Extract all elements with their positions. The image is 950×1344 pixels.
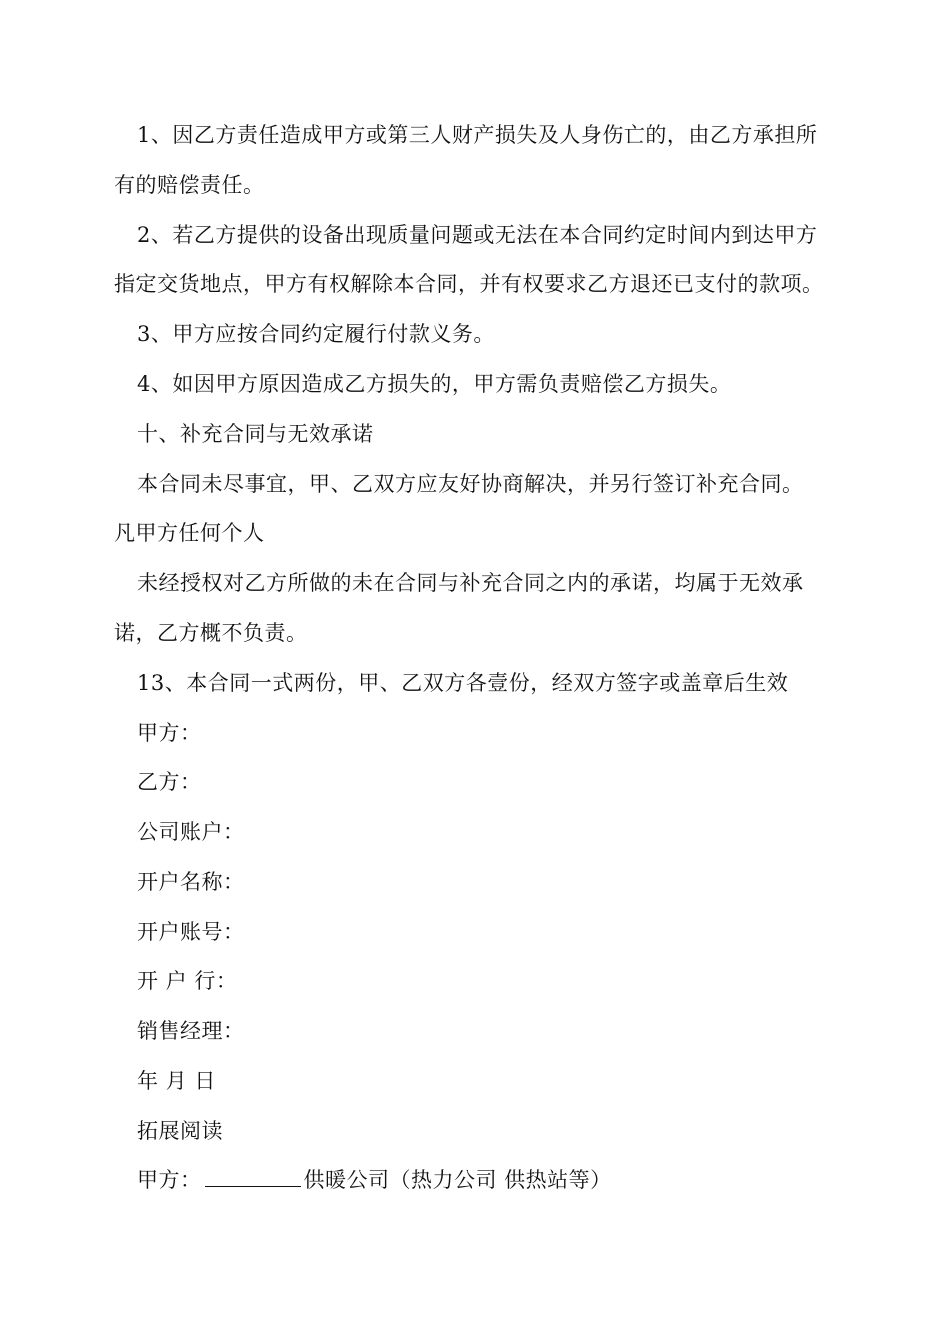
paragraph-line: 2、若乙方提供的设备出现质量问题或无法在本合同约定时间内到达甲方 [137, 223, 818, 247]
paragraph-line: 4、如因甲方原因造成乙方损失的，甲方需负责赔偿乙方损失。 [137, 372, 732, 396]
extended-reading-heading: 拓展阅读 [137, 1119, 223, 1143]
paragraph-line: 13、本合同一式两份，甲、乙双方各壹份，经双方签字或盖章后生效 [137, 671, 789, 695]
sales-manager-label: 销售经理： [137, 1019, 245, 1043]
paragraph-line: 有的赔偿责任。 [114, 173, 265, 197]
date-label: 年 月 日 [137, 1069, 216, 1093]
paragraph-line: 3、甲方应按合同约定履行付款义务。 [137, 322, 495, 346]
section-heading: 十、补充合同与无效承诺 [137, 422, 374, 446]
account-name-label: 开户名称： [137, 870, 245, 894]
bank-label: 开 户 行： [137, 969, 238, 993]
paragraph-line: 诺，乙方概不负责。 [114, 621, 308, 645]
paragraph-line: 1、因乙方责任造成甲方或第三人财产损失及人身伤亡的，由乙方承担所 [137, 123, 818, 147]
paragraph-line: 本合同未尽事宜，甲、乙双方应友好协商解决，并另行签订补充合同。 [137, 472, 804, 496]
account-number-label: 开户账号： [137, 920, 245, 944]
company-account-label: 公司账户： [137, 820, 245, 844]
party-a-label: 甲方： [137, 721, 202, 745]
party-a-prefix: 甲方： [137, 1168, 202, 1192]
heating-company-text: 供暖公司（热力公司 供热站等） [303, 1168, 612, 1192]
party-b-label: 乙方： [137, 770, 202, 794]
paragraph-line: 指定交货地点，甲方有权解除本合同，并有权要求乙方退还已支付的款项。 [114, 272, 824, 296]
fill-in-blank [205, 1168, 301, 1187]
party-a-heating-line [137, 1166, 612, 1194]
paragraph-line: 凡甲方任何个人 [114, 521, 265, 545]
paragraph-line: 未经授权对乙方所做的未在合同与补充合同之内的承诺，均属于无效承 [137, 571, 804, 595]
